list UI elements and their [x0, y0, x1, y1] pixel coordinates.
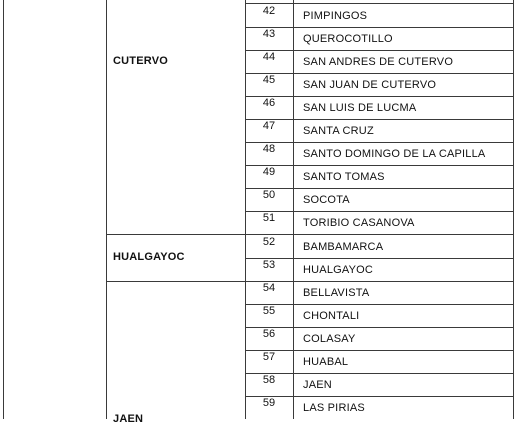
row-number: 50: [262, 189, 276, 201]
table-border-right: [513, 0, 514, 419]
province-cell: JAEN: [113, 413, 144, 425]
row-number: 55: [262, 305, 276, 317]
row-number: 44: [262, 51, 276, 63]
row-divider: [245, 3, 514, 4]
group-divider: [106, 281, 514, 282]
district-cell: PIMPINGOS: [303, 10, 368, 22]
column-divider-province: [106, 0, 107, 419]
row-number: 54: [262, 282, 276, 294]
district-cell: HUALGAYOC: [303, 264, 374, 276]
column-divider-district: [293, 0, 294, 419]
district-cell: QUEROCOTILLO: [303, 33, 393, 45]
district-cell: BELLAVISTA: [303, 287, 370, 299]
row-number: 47: [262, 120, 276, 132]
row-number: 43: [262, 28, 276, 40]
row-number: 59: [262, 397, 276, 409]
table-border-left: [3, 0, 4, 419]
row-number: 48: [262, 143, 276, 155]
district-cell: LAS PIRIAS: [303, 402, 365, 414]
row-number: 49: [262, 166, 276, 178]
province-cell: CUTERVO: [113, 55, 168, 67]
district-cell: SANTO TOMAS: [303, 171, 385, 183]
district-cell: COLASAY: [303, 333, 356, 345]
district-cell: JAEN: [303, 379, 332, 391]
row-number: 46: [262, 97, 276, 109]
row-number: 53: [262, 259, 276, 271]
row-number: 58: [262, 374, 276, 386]
row-number: 42: [262, 5, 276, 17]
district-cell: SAN LUIS DE LUCMA: [303, 102, 417, 114]
row-number: 45: [262, 74, 276, 86]
row-number: 52: [262, 236, 276, 248]
province-cell: HUALGAYOC: [113, 251, 185, 263]
district-cell: HUABAL: [303, 356, 349, 368]
row-number: 56: [262, 328, 276, 340]
district-cell: SANTO DOMINGO DE LA CAPILLA: [303, 148, 486, 160]
district-cell: SOCOTA: [303, 194, 350, 206]
district-cell: SANTA CRUZ: [303, 125, 374, 137]
district-cell: SAN JUAN DE CUTERVO: [303, 79, 437, 91]
row-number: 57: [262, 351, 276, 363]
district-cell: BAMBAMARCA: [303, 241, 384, 253]
row-number: 51: [262, 212, 276, 224]
group-divider: [106, 234, 514, 235]
district-cell: CHONTALI: [303, 310, 360, 322]
district-cell: TORIBIO CASANOVA: [303, 217, 415, 229]
district-cell: SAN ANDRES DE CUTERVO: [303, 56, 454, 68]
